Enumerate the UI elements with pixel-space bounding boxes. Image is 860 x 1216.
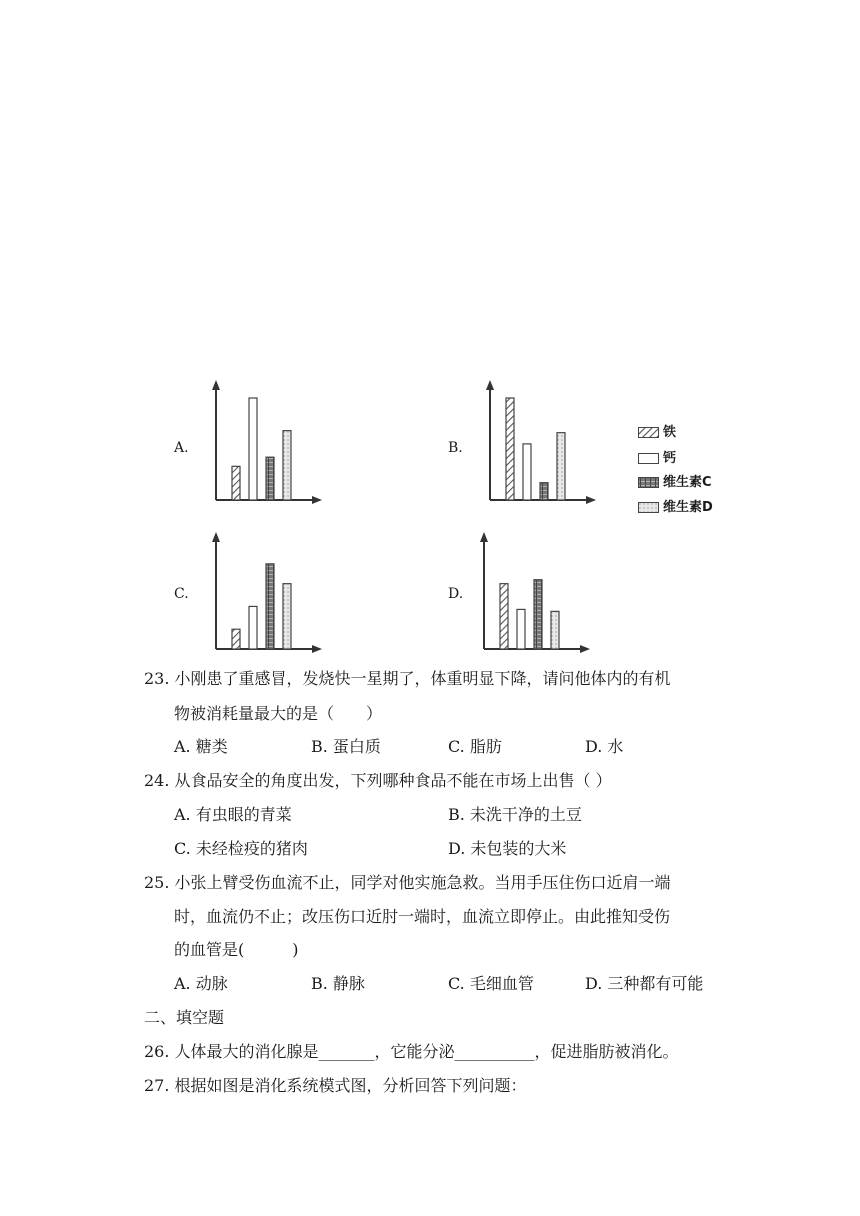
chart-a-bar-iron: [232, 466, 240, 500]
legend-swatch-vitc: [638, 477, 660, 489]
chart-b-bar-vitc: [540, 483, 548, 500]
chart-c-label: C.: [174, 586, 189, 602]
q25-option-a: A. 动脉: [174, 974, 228, 993]
chart-d-label: D.: [448, 586, 464, 602]
chart-d-bar-vitc: [534, 580, 542, 649]
chart-d: [474, 530, 594, 654]
chart-d-bar-vitd: [551, 611, 559, 649]
q24-option-b: B. 未洗干净的土豆: [448, 805, 582, 824]
q25-line3: 的血管是( ): [174, 940, 299, 959]
q23-option-c: C. 脂肪: [448, 737, 502, 756]
q25-option-c: C. 毛细血管: [448, 974, 534, 993]
chart-c-bar-vitc: [266, 564, 274, 649]
q25-option-d: D. 三种都有可能: [585, 974, 704, 993]
legend-label-vitc: 维生素C: [663, 475, 712, 490]
q24-option-d: D. 未包装的大米: [448, 839, 567, 858]
legend-swatch-calcium: [638, 453, 660, 465]
legend-swatch-vitd: [638, 502, 660, 514]
chart-b: [480, 378, 600, 506]
legend-swatch-iron: [638, 427, 660, 439]
chart-a-y-arrow: [212, 380, 220, 390]
chart-b-bar-vitd: [557, 433, 565, 500]
chart-c-bar-vitd: [283, 584, 291, 649]
chart-d-y-arrow: [480, 532, 488, 542]
q25-line1: 25. 小张上臂受伤血流不止，同学对他实施急救。当用手压住伤口近肩一端: [144, 873, 671, 892]
legend-label-vitd: 维生素D: [663, 500, 713, 515]
chart-b-bar-iron: [506, 398, 514, 500]
chart-b-x-arrow: [586, 496, 596, 504]
q26-text: 26. 人体最大的消化腺是_______，它能分泌__________，促进脂肪被消化。: [144, 1042, 679, 1061]
q23-option-b: B. 蛋白质: [311, 737, 381, 756]
chart-b-bar-calcium: [523, 444, 531, 500]
q23-option-d: D. 水: [585, 737, 624, 756]
chart-c: [206, 530, 326, 654]
chart-d-bar-iron: [500, 584, 508, 649]
chart-b-y-arrow: [486, 380, 494, 390]
q24-option-a: A. 有虫眼的青菜: [174, 805, 292, 824]
q27-text: 27. 根据如图是消化系统模式图，分析回答下列问题：: [144, 1076, 527, 1095]
legend-label-iron: 铁: [663, 425, 677, 440]
chart-a-label: A.: [174, 440, 189, 456]
q23-line1: 23. 小刚患了重感冒，发烧快一星期了，体重明显下降，请问他体内的有机: [144, 669, 671, 688]
chart-d-bar-calcium: [517, 609, 525, 649]
chart-c-y-arrow: [212, 532, 220, 542]
q25-line2: 时，血流仍不止；改压伤口近肘一端时，血流立即停止。由此推知受伤: [174, 907, 671, 926]
q24-line1: 24. 从食品安全的角度出发，下列哪种食品不能在市场上出售（ ）: [144, 771, 612, 790]
q23-line2: 物被消耗量最大的是（ ）: [174, 704, 383, 723]
q23-option-a: A. 糖类: [174, 737, 228, 756]
chart-b-label: B.: [448, 440, 463, 456]
chart-c-bar-calcium: [249, 606, 257, 649]
chart-c-bar-iron: [232, 629, 240, 649]
chart-a: [206, 378, 326, 506]
chart-a-bar-vitd: [283, 431, 291, 500]
chart-a-bar-vitc: [266, 457, 274, 500]
section-heading-fill-in: 二、填空题: [144, 1008, 225, 1027]
chart-a-bar-calcium: [249, 398, 257, 500]
q25-option-b: B. 静脉: [311, 974, 365, 993]
legend-label-calcium: 钙: [663, 451, 677, 466]
chart-a-x-arrow: [312, 496, 322, 504]
chart-c-x-arrow: [312, 645, 322, 653]
q24-option-c: C. 未经检疫的猪肉: [174, 839, 308, 858]
chart-d-x-arrow: [580, 645, 590, 653]
